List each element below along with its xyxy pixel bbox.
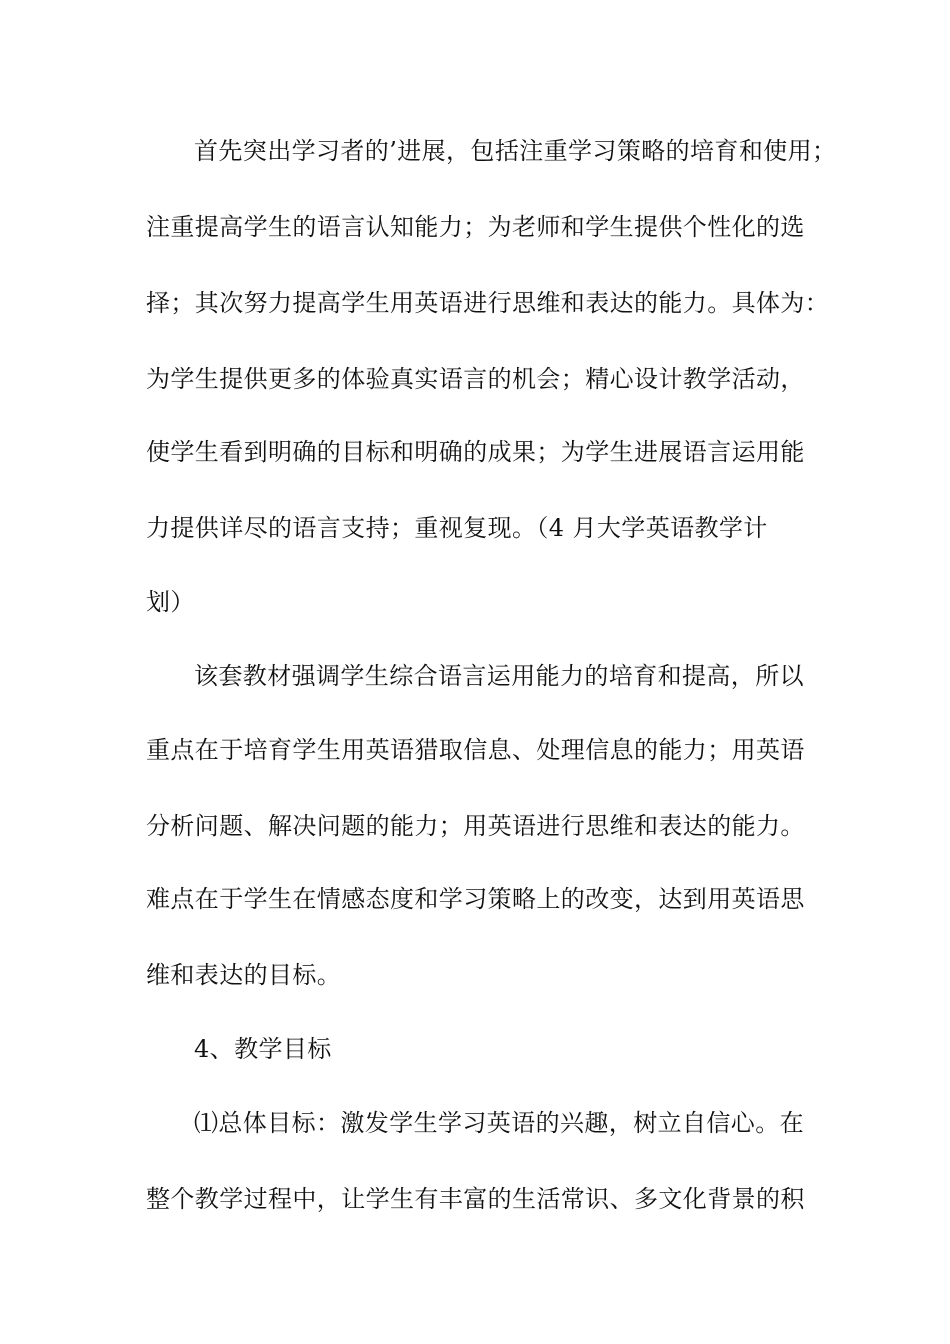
paragraph-line: 整个教学过程中，让学生有丰富的生活常识、多文化背景的积 <box>146 1185 805 1213</box>
paragraph-line: 为学生提供更多的体验真实语言的机会；精心设计教学活动， <box>146 365 805 393</box>
paragraph-line: 使学生看到明确的目标和明确的成果；为学生进展语言运用能 <box>146 438 805 466</box>
paragraph-line: 首先突出学习者的’进展，包括注重学习策略的培育和使用； <box>194 137 837 165</box>
paragraph-line: ⑴总体目标：激发学生学习英语的兴趣，树立自信心。在 <box>194 1109 804 1137</box>
paragraph-line: 难点在于学生在情感态度和学习策略上的改变，达到用英语思 <box>146 885 805 913</box>
paragraph-line: 注重提高学生的语言认知能力；为老师和学生提供个性化的选 <box>146 213 805 241</box>
paragraph-line: 择；其次努力提高学生用英语进行思维和表达的能力。具体为： <box>146 289 830 317</box>
paragraph-line: 维和表达的目标。 <box>146 961 342 989</box>
paragraph-line: 该套教材强调学生综合语言运用能力的培育和提高，所以 <box>194 662 804 690</box>
paragraph-line: 重点在于培育学生用英语猎取信息、处理信息的能力；用英语 <box>146 736 805 764</box>
paragraph-line: 划） <box>146 588 195 616</box>
section-heading: 4、教学目标 <box>194 1035 332 1063</box>
paragraph-line: 分析问题、解决问题的能力；用英语进行思维和表达的能力。 <box>146 812 805 840</box>
paragraph-line: 力提供详尽的语言支持；重视复现。（4 月大学英语教学计 <box>146 514 768 542</box>
